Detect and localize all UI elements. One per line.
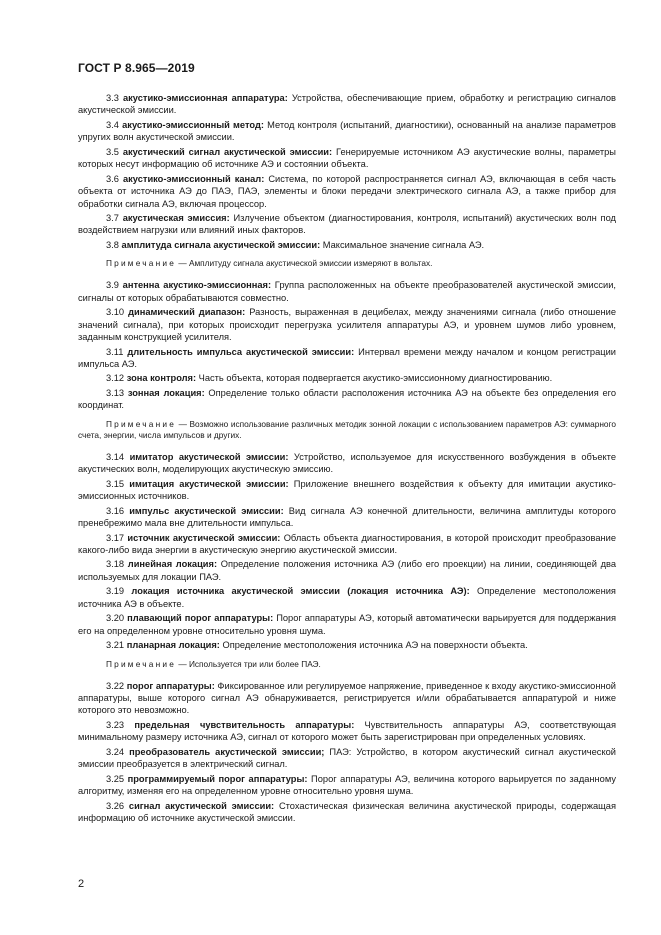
term-entry [78,585,616,610]
term-entry [78,773,616,798]
term-entry [78,451,616,476]
entry-term: линейная локация: [127,559,218,570]
term-entry [78,558,616,583]
entry-definition: Порог аппаратуры АЭ, который автоматически варьируется для поддержания его на определенном уровне относительно уровня шума. [78,613,616,636]
term-entry [78,346,616,371]
entry-number: 3.12 [106,373,125,384]
entry-number: 3.9 [106,280,119,291]
entry-definition: Генерируемые источником АЭ акустические волны, параметры которых несут информацию об источнике АЭ и состоянии объекта. [78,146,616,170]
entry-definition: Устройство, используемое для искусственного возбуждения в объекте акустических волн, моделирующих акустическую эмиссию. [78,451,617,475]
entry-number: 3.8 [106,239,119,250]
entry-term: плавающий порог аппаратуры: [127,613,274,624]
entry-number: 3.25 [106,773,125,784]
term-entry [78,719,616,744]
term-entry [78,387,616,412]
entry-definition: Часть объекта, которая подвергается акустико-эмиссионному диагностированию. [196,373,553,384]
entry-number: 3.7 [106,213,119,224]
entry-term: акустический сигнал акустической эмиссии: [122,146,333,157]
entry-term: порог аппаратуры: [126,680,215,691]
term-entry [78,372,616,384]
entry-term: акустико-эмиссионная аппаратура: [122,93,288,103]
entry-term: программируемый порог аппаратуры: [127,773,308,784]
entry-number: 3.22 [106,680,125,691]
entry-term: длительность импульса акустической эмиссии: [127,346,355,357]
entry-number: 3.24 [106,746,125,757]
entry-term: планарная локация: [126,640,220,651]
term-entry [78,746,616,771]
entry-term: сигнал акустической эмиссии: [128,800,275,811]
term-entry [78,478,616,503]
term-entry [78,680,616,717]
term-entry [78,505,616,530]
entry-definition: Интервал времени между началом и концом регистрации импульса АЭ. [78,346,616,369]
entry-number: 3.6 [106,173,119,184]
term-entry [78,639,616,651]
entry-number: 3.20 [106,613,125,624]
entry-term: преобразователь акустической эмиссии; [129,746,325,757]
term-entry [78,239,616,251]
term-entry [78,146,616,171]
entry-term: источник акустической эмиссии: [127,532,281,543]
term-entry [78,800,616,825]
entry-number: 3.13 [106,387,125,398]
entry-number: 3.26 [106,800,125,811]
entry-definition: Фиксированное или регулируемое напряжение, приведенное к входу акустико-эмиссионной аппаратуры, выше которого сигнал АЭ обнаруживается, регистрируется и/или обрабатывается аппаратурой и ниже которого это невозможно. [78,680,616,716]
entry-term: акустико-эмиссионный канал: [122,173,265,184]
entry-definition: Устройства, обеспечивающие прием, обработку и регистрацию сигналов акустической эмиссии. [78,93,616,116]
entry-term: акустико-эмиссионный метод: [122,119,264,130]
entry-term: амплитуда сигнала акустической эмиссии: [121,239,321,250]
entry-number: 3.3 [106,93,119,103]
entry-definition: Стохастическая физическая величина акустической природы, содержащая информацию об источнике акустической эмиссии. [78,800,616,823]
note [78,659,616,670]
note-text: — Возможно использование различных методик зонной локации с использованием параметров АЭ: суммарного счета, энергии, числа импульсов и других. [78,418,616,440]
note-label: Примечание [106,418,177,429]
entry-number: 3.4 [106,119,119,130]
term-entry [78,173,616,210]
entry-definition: Определение местоположения источника АЭ на поверхности объекта. [219,640,528,651]
entry-term: акустическая эмиссия: [122,213,230,224]
entry-definition: Система, по которой распространяется сигнал АЭ, включающая в себя часть объекта от источника АЭ до ПАЭ, ПАЭ, элементы и блоки передачи электрического сигнала АЭ, а также прибор для обработки сигнала АЭ, включая процессор. [78,173,616,209]
document-header: ГОСТ Р 8.965—2019 [78,61,195,75]
term-entry [78,612,616,637]
term-entry [78,279,616,304]
entry-term: имитатор акустической эмиссии: [129,451,289,462]
term-entry [78,532,616,557]
entry-definition: Группа расположенных на объекте преобразователей акустической эмиссии, сигналы от которых обрабатываются совместно. [78,280,616,303]
entry-definition: Определение положения источника АЭ (либо его проекции) на линии, соединяющей два используемых для локации ПАЭ. [78,559,617,582]
entry-definition: Вид сигнала АЭ конечной длительности, величина амплитуды которого пренебрежимо мала вне длительности импульса. [78,505,616,528]
entry-number: 3.19 [106,586,125,597]
entry-number: 3.11 [106,346,124,357]
note-text: — Амплитуду сигнала акустической эмиссии измеряют в вольтах. [176,258,433,269]
entry-term: имитация акустической эмиссии: [129,478,289,489]
note [78,419,616,441]
entry-term: импульс акустической эмиссии: [129,505,284,516]
entry-number: 3.23 [106,719,125,730]
entry-definition: Излучение объектом (диагностирования, контроля, испытаний) акустических волн под воздействием нагрузки или влияний иных факторов. [78,213,616,236]
entry-definition: Максимальное значение сигнала АЭ. [320,239,485,250]
entry-definition: ПАЭ: Устройство, в котором акустический сигнал акустической эмиссии преобразуется в электрический сигнал. [78,746,616,770]
entry-term: предельная чувствительность аппаратуры: [134,719,355,730]
entry-number: 3.21 [106,640,125,651]
document-body [78,92,616,826]
entry-number: 3.5 [106,146,119,157]
entry-number: 3.15 [106,478,125,489]
entry-term: локация источника акустической эмиссии (локация источника АЭ): [131,586,470,597]
entry-definition: Определение местоположения источника АЭ в объекте. [78,586,616,609]
note-text: — Используется три или более ПАЭ. [176,658,321,669]
note [78,258,616,269]
entry-definition: Чувствительность аппаратуры АЭ, соответствующая минимальному размеру источника АЭ, сигнал от которого может быть зарегистрирован при определенных условиях. [78,719,616,743]
term-entry [78,92,616,117]
note-label: Примечание [106,258,177,269]
entry-term: зона контроля: [126,373,197,384]
entry-number: 3.18 [106,559,125,570]
entry-definition: Порог аппаратуры АЭ, величина которого варьируется по заданному алгоритму, изменяя его на определенном уровне относительно уровня шума. [78,773,616,797]
entry-term: антенна акустико-эмиссионная: [122,280,272,291]
entry-number: 3.10 [106,307,125,318]
term-entry [78,119,616,144]
entry-number: 3.17 [106,532,125,543]
entry-definition: Метод контроля (испытаний, диагностики), основанный на анализе параметров упругих волн акустической эмиссии. [78,119,616,143]
entry-definition: Определение только области расположения источника АЭ на объекте без определения его координат. [78,387,616,411]
entry-term: зонная локация: [127,387,205,398]
entry-definition: Разность, выраженная в децибелах, между значениями сигнала (либо отношение значений сигнала), при которых происходит перегрузка усилителя аппаратуры АЭ, и уровнем шумов либо уровнем, заданным конструкцией усилителя. [78,307,616,343]
term-entry [78,306,616,343]
term-entry [78,212,616,237]
entry-number: 3.14 [106,451,125,462]
entry-number: 3.16 [106,505,125,516]
note-label: Примечание [106,658,177,669]
entry-term: динамический диапазон: [128,307,246,318]
entry-definition: Приложение внешнего воздействия к объекту для имитации акустико-эмиссионных источников. [78,478,616,502]
page-number: 2 [78,878,85,890]
entry-definition: Область объекта диагностирования, в которой происходит преобразование какого-либо вида энергии в акустическую энергию акустической эмиссии. [78,532,616,555]
